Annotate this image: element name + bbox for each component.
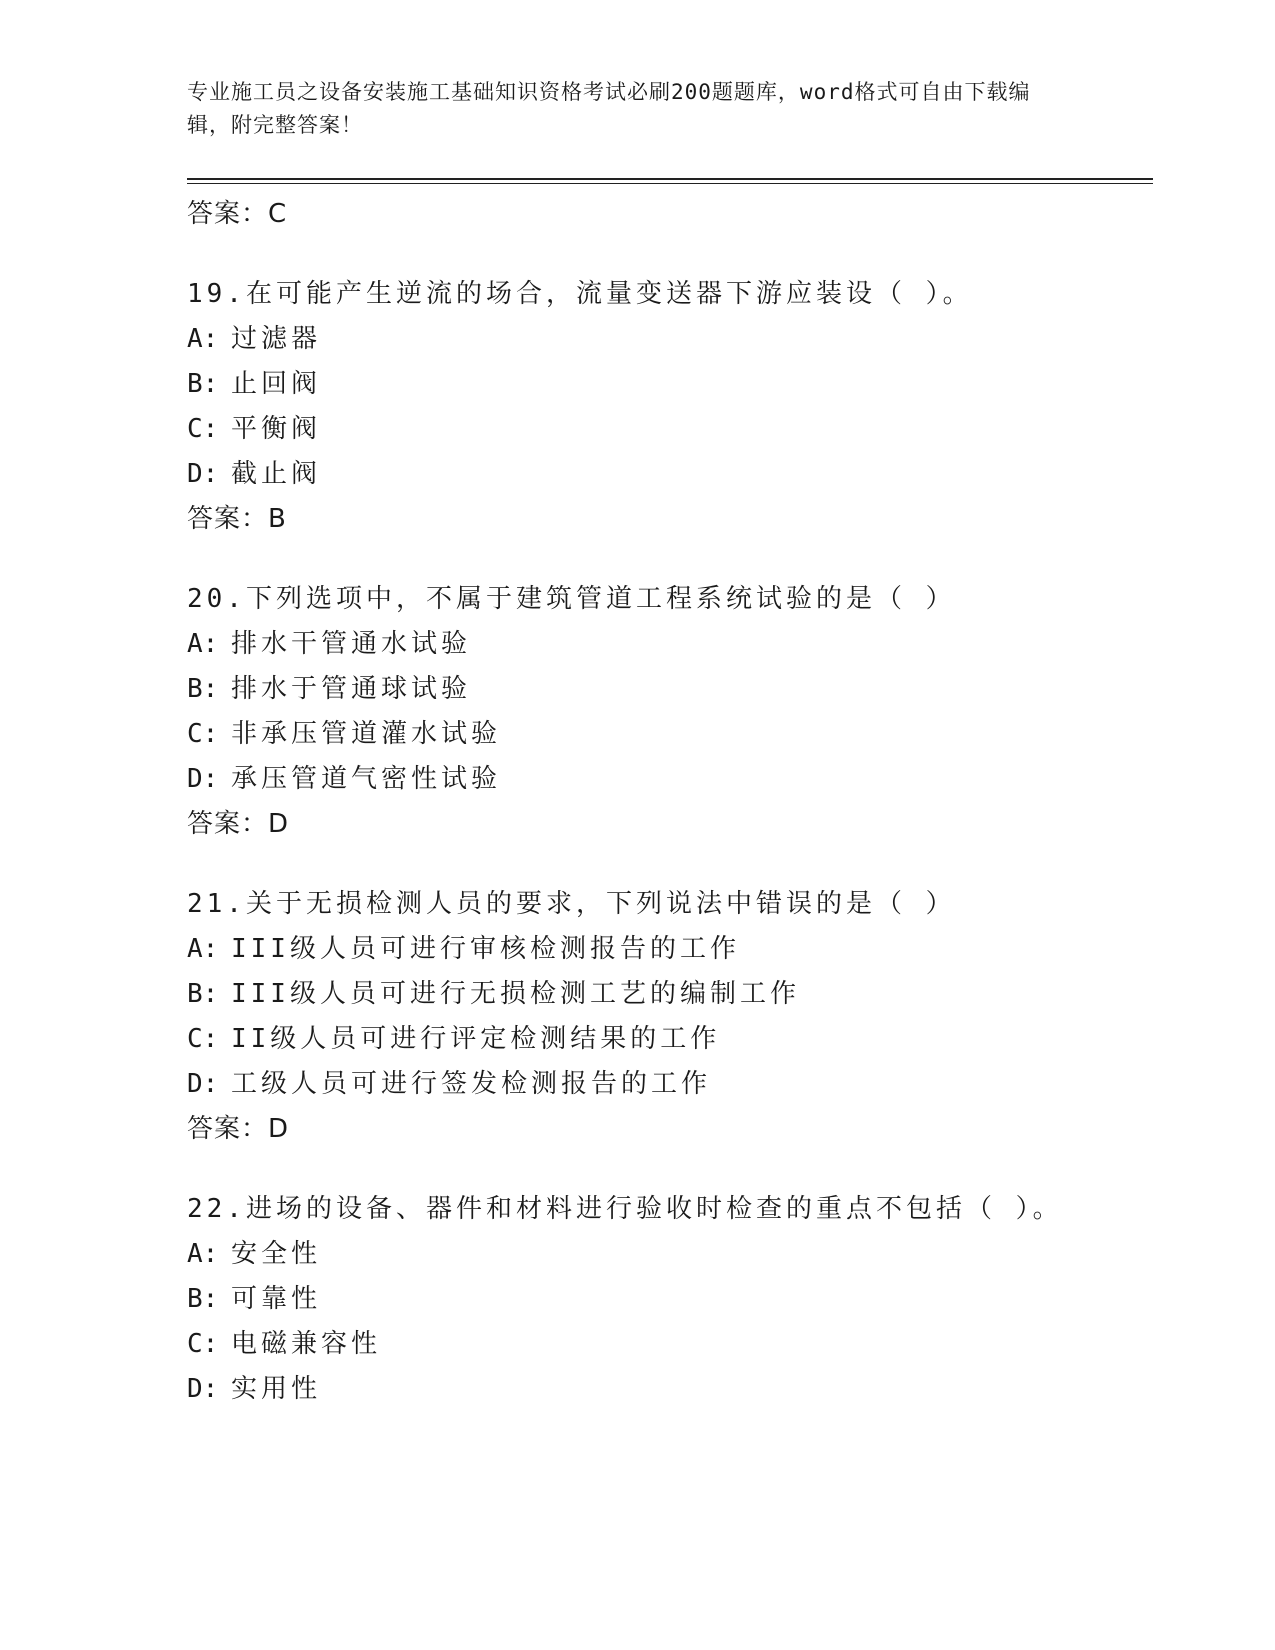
option-key: A: [187, 324, 219, 354]
header-divider-thin [187, 183, 1153, 184]
option-text: 可靠性 [231, 1284, 322, 1314]
question-title: 19.在可能产生逆流的场合，流量变送器下游应装设（ ）。 [187, 279, 973, 309]
option-b [187, 972, 1153, 1017]
option-key: B: [187, 979, 219, 1009]
option-b [187, 1277, 1153, 1322]
option-text: 实用性 [231, 1374, 322, 1404]
option-text: 电磁兼容性 [231, 1329, 382, 1359]
question-list [187, 192, 1153, 1448]
option-text: II级人员可进行评定检测结果的工作 [231, 1024, 721, 1054]
option-text: 平衡阀 [231, 414, 322, 444]
option-d [187, 1367, 1153, 1412]
answer-line: 答案：D [187, 809, 290, 839]
option-key: C: [187, 1024, 219, 1054]
option-c [187, 1322, 1153, 1367]
option-key: C: [187, 719, 219, 749]
question-block-21 [187, 882, 1153, 1151]
document-header: 专业施工员之设备安装施工基础知识资格考试必刷200题题库，word格式可自由下载编辑，附完整答案！ [187, 80, 1031, 137]
question-block-20 [187, 577, 1153, 846]
answer-line: 答案：B [187, 504, 287, 534]
option-d [187, 452, 1153, 497]
option-a [187, 317, 1153, 362]
option-text: 排水干管通水试验 [231, 629, 472, 659]
question-title: 22.进场的设备、器件和材料进行验收时检查的重点不包括（ ）。 [187, 1194, 1063, 1224]
option-text: 止回阀 [231, 369, 322, 399]
option-text: 非承压管道灌水试验 [231, 719, 502, 749]
option-text: III级人员可进行无损检测工艺的编制工作 [231, 979, 800, 1009]
option-key: B: [187, 369, 219, 399]
option-b [187, 667, 1153, 712]
header-divider-thick [187, 178, 1153, 180]
option-key: B: [187, 674, 219, 704]
option-text: III级人员可进行审核检测报告的工作 [231, 934, 740, 964]
option-a [187, 1232, 1153, 1277]
option-key: B: [187, 1284, 219, 1314]
option-key: A: [187, 629, 219, 659]
option-c [187, 712, 1153, 757]
question-block-19 [187, 272, 1153, 541]
option-c [187, 1017, 1153, 1062]
option-key: D: [187, 1069, 219, 1099]
option-text: 承压管道气密性试验 [231, 764, 502, 794]
option-key: A: [187, 1239, 219, 1269]
question-title: 20.下列选项中，不属于建筑管道工程系统试验的是（ ） [187, 584, 956, 614]
option-d [187, 757, 1153, 802]
option-key: A: [187, 934, 219, 964]
option-a [187, 622, 1153, 667]
option-b [187, 362, 1153, 407]
option-key: D: [187, 764, 219, 794]
question-title: 21.关于无损检测人员的要求，下列说法中错误的是（ ） [187, 889, 956, 919]
option-text: 工级人员可进行签发检测报告的工作 [231, 1069, 712, 1099]
option-text: 截止阀 [231, 459, 322, 489]
option-key: C: [187, 414, 219, 444]
option-key: C: [187, 1329, 219, 1359]
previous-answer: 答案：C [187, 199, 288, 229]
option-text: 过滤器 [231, 324, 322, 354]
option-a [187, 927, 1153, 972]
option-text: 安全性 [231, 1239, 322, 1269]
option-c [187, 407, 1153, 452]
option-d [187, 1062, 1153, 1107]
option-key: D: [187, 1374, 219, 1404]
answer-line: 答案：D [187, 1114, 290, 1144]
question-block-22 [187, 1187, 1153, 1412]
option-key: D: [187, 459, 219, 489]
option-text: 排水于管通球试验 [231, 674, 472, 704]
